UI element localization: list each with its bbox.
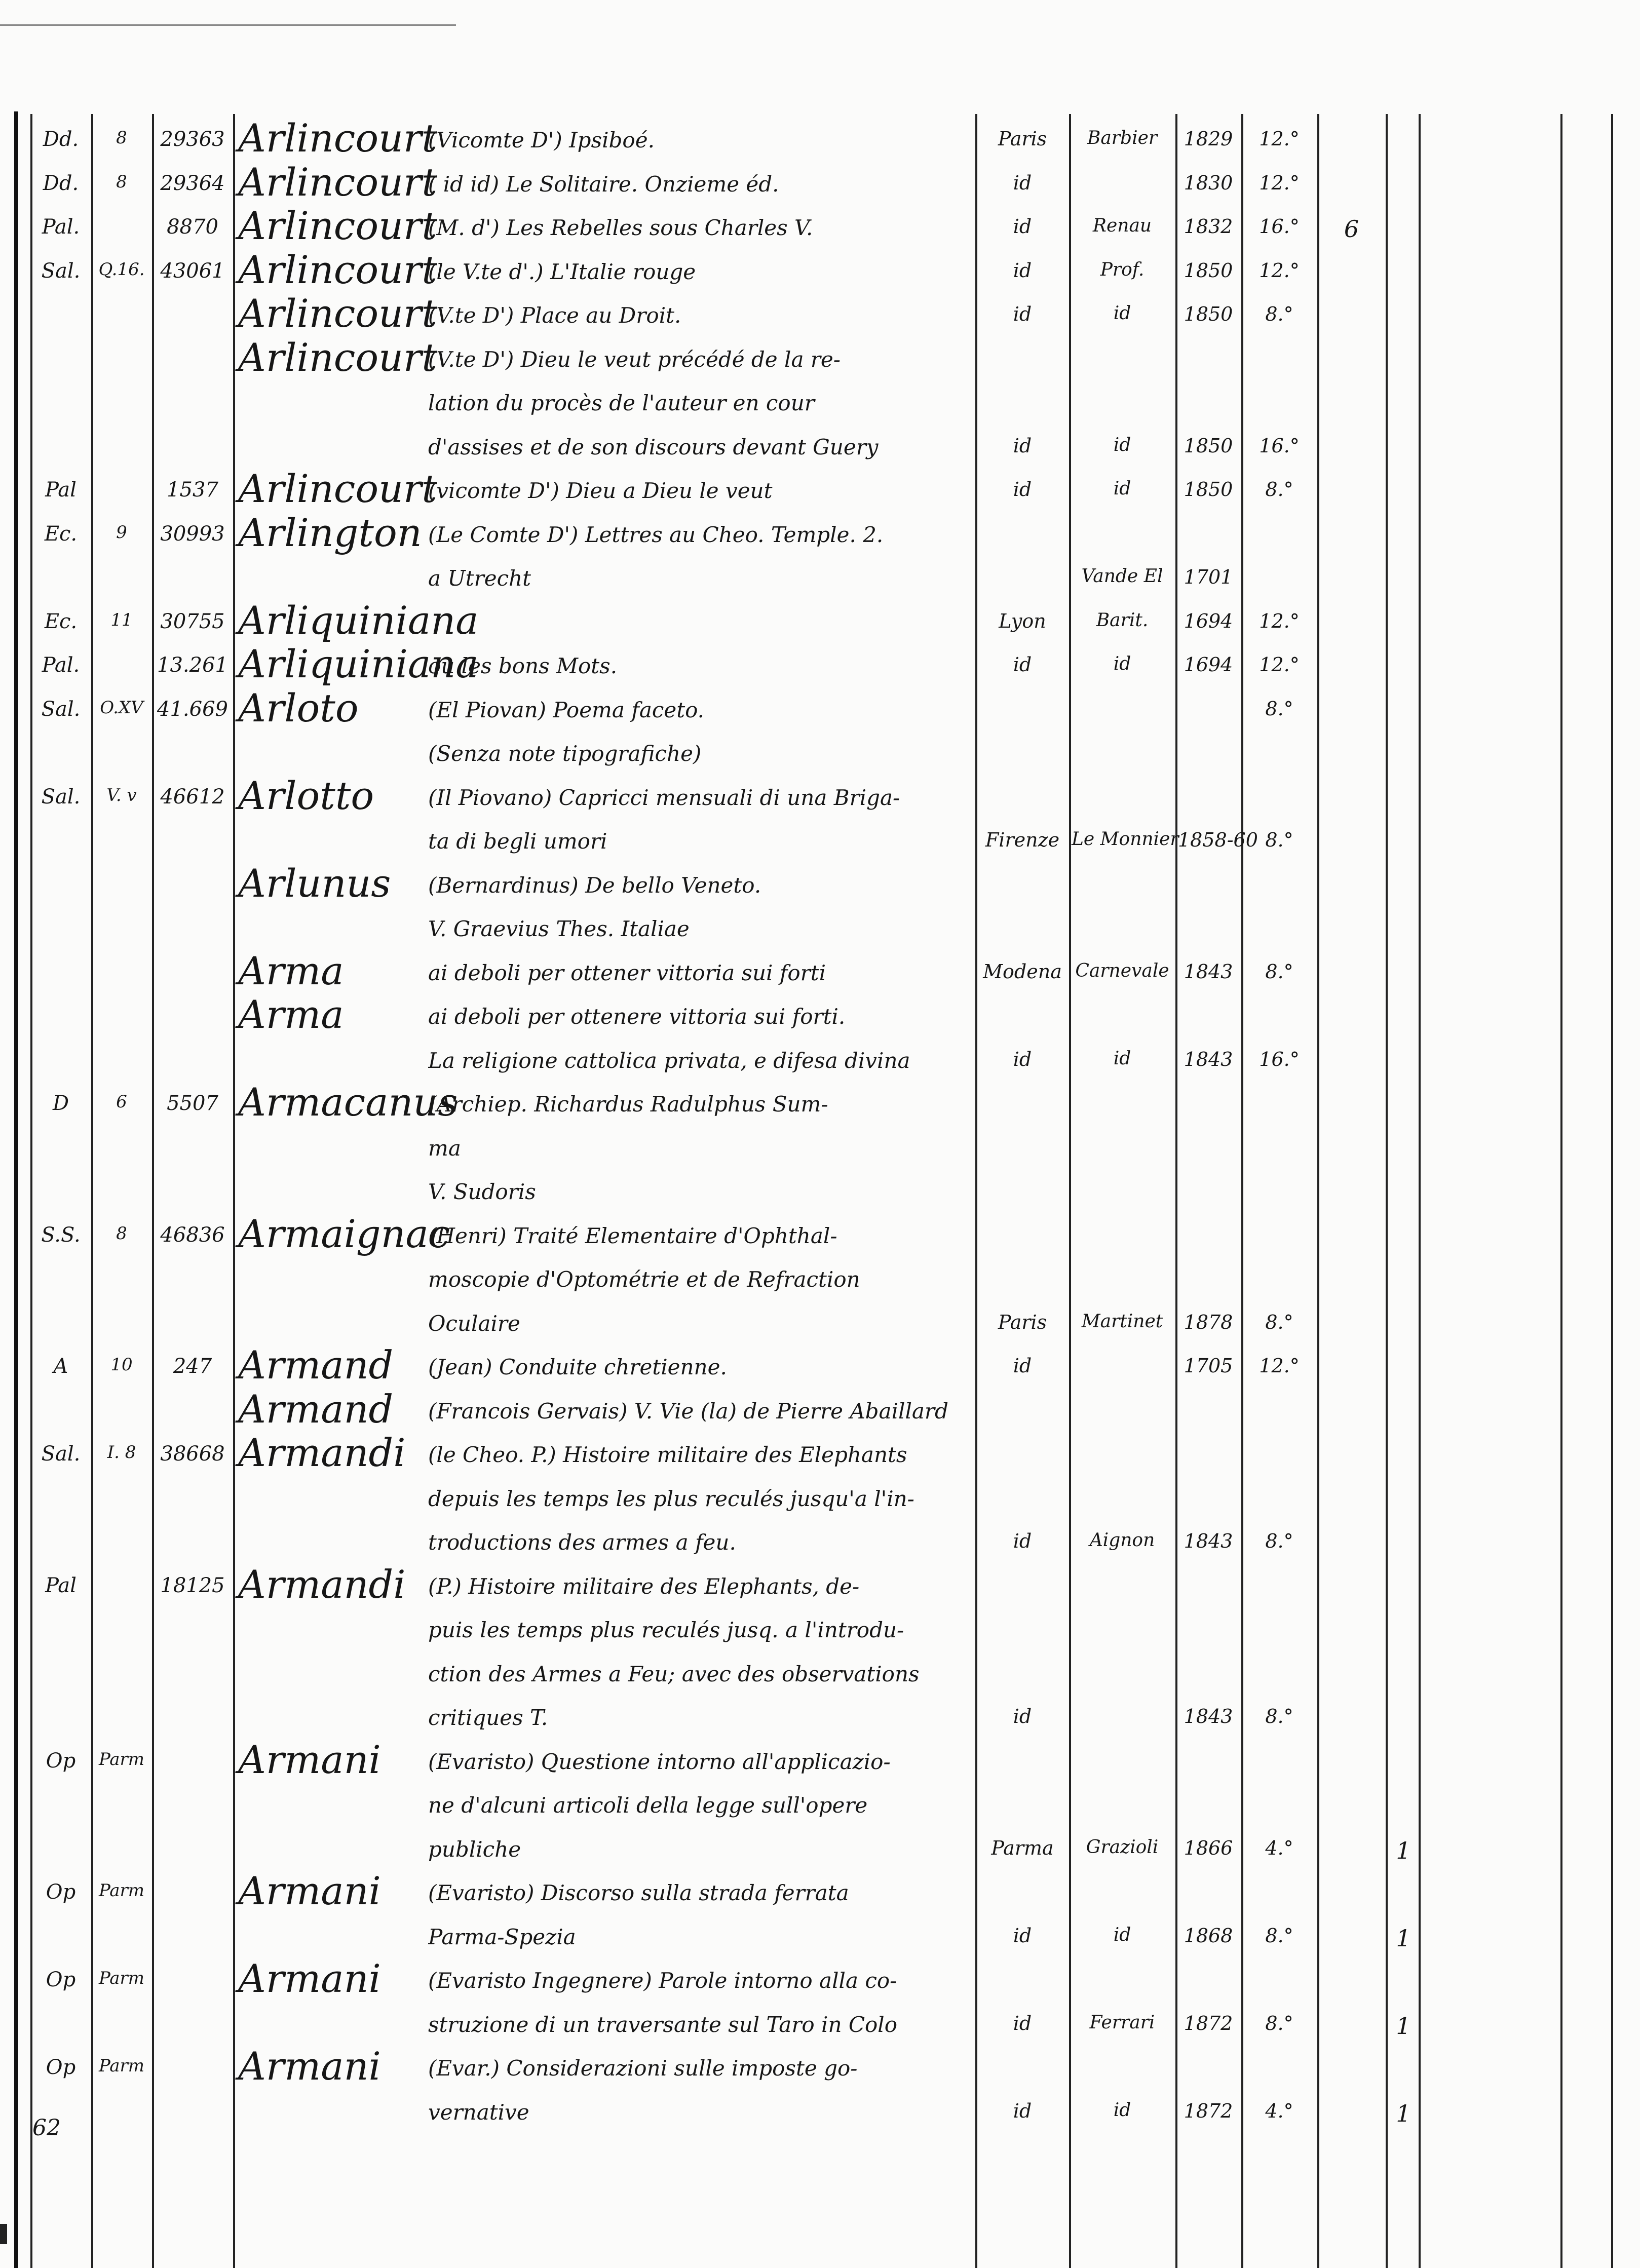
title-description: V. Graevius Thes. Italiae	[428, 916, 690, 941]
place-cell: Modena	[983, 960, 1062, 983]
author-name: Arma	[238, 992, 344, 1037]
signature-cell: Sal.	[41, 697, 81, 721]
year-cell: 1850	[1184, 303, 1233, 325]
catalog-row	[0, 1430, 1640, 1477]
call-number-cell: 18125	[160, 1573, 225, 1597]
shelf-cell: 8	[116, 128, 127, 148]
publisher-cell: Barbier	[1087, 128, 1158, 148]
shelf-cell: 8	[116, 1223, 127, 1244]
year-cell: 1694	[1184, 654, 1233, 676]
call-number-cell: 30755	[160, 609, 225, 633]
place-cell: id	[1013, 2012, 1032, 2034]
title-description: (Evar.) Considerazioni sulle imposte go-	[428, 2056, 858, 2081]
author-name: Armaignac	[238, 1211, 450, 1256]
title-description: (vicomte D') Dieu a Dieu le veut	[428, 478, 773, 503]
year-cell: 1843	[1184, 960, 1233, 983]
title-description: (Bernardinus) De bello Veneto.	[428, 872, 761, 898]
year-cell: 1872	[1184, 2012, 1233, 2034]
catalog-row	[0, 860, 1640, 907]
catalog-row	[0, 385, 1640, 425]
publisher-cell: Barit.	[1096, 609, 1149, 631]
place-cell: id	[1013, 1530, 1032, 1552]
author-name: Armani	[238, 1956, 381, 2001]
crop-mark	[0, 2224, 7, 2244]
shelf-cell: O.XV	[100, 697, 143, 718]
page-number: 62	[32, 2115, 61, 2141]
format-cell: 12.°	[1259, 171, 1300, 194]
format-cell: 12.°	[1259, 128, 1300, 150]
catalog-row	[0, 334, 1640, 381]
catalog-row	[0, 291, 1640, 337]
place-cell: id	[1013, 215, 1032, 238]
title-description: ai deboli per ottener vittoria sui forti	[428, 960, 826, 985]
publisher-cell: id	[1113, 2099, 1131, 2121]
author-name: Armani	[238, 1868, 381, 1913]
catalog-row	[0, 1261, 1640, 1301]
extra-cell: 6	[1344, 215, 1359, 243]
format-cell: 4.°	[1265, 2099, 1293, 2122]
title-description: struzione di un traversante sul Taro in Colo	[428, 2012, 898, 2037]
title-description: critiques T.	[428, 1705, 548, 1730]
call-number-cell: 247	[173, 1355, 212, 1378]
shelf-cell: Parm	[98, 1968, 145, 1988]
catalog-row	[0, 159, 1640, 206]
place-cell: id	[1013, 1705, 1032, 1727]
publisher-cell: id	[1113, 1048, 1131, 1069]
title-description: (Evaristo) Discorso sulla strada ferrata	[428, 1880, 849, 1905]
catalog-row	[0, 510, 1640, 557]
shelf-cell: Parm	[98, 1749, 145, 1770]
year-cell: 1858-60	[1178, 829, 1258, 851]
shelf-cell: Parm	[98, 1880, 145, 1901]
title-description: (M. d') Les Rebelles sous Charles V.	[428, 215, 813, 240]
catalog-row	[0, 116, 1640, 162]
title-description: La religione cattolica privata, e difesa divina	[428, 1048, 910, 1073]
publisher-cell: Vande El	[1081, 566, 1163, 587]
signature-cell: A	[53, 1355, 68, 1378]
title-description: (P.) Histoire militaire des Elephants, de-	[428, 1573, 860, 1599]
format-cell: 8.°	[1265, 2012, 1293, 2034]
title-description: (Senza note tipografiche)	[428, 741, 702, 766]
catalog-row	[0, 1042, 1640, 1083]
place-cell: id	[1013, 171, 1032, 194]
catalog-row	[0, 1831, 1640, 1871]
author-name: Arma	[238, 948, 344, 993]
catalog-row	[0, 203, 1640, 250]
catalog-row	[0, 1561, 1640, 1608]
place-cell: id	[1013, 434, 1032, 457]
publisher-cell: Aignon	[1089, 1530, 1155, 1551]
catalog-row	[0, 2094, 1640, 2134]
catalog-row	[0, 2006, 1640, 2047]
title-description: ma	[428, 1135, 461, 1161]
title-description: (El Piovan) Poema faceto.	[428, 697, 705, 722]
publisher-cell: Renau	[1092, 215, 1152, 236]
call-number-cell: 29363	[160, 128, 225, 151]
format-cell: 8.°	[1265, 829, 1293, 851]
top-rule	[0, 24, 456, 26]
format-cell: 16.°	[1259, 215, 1300, 238]
publisher-cell: Le Monnier	[1072, 829, 1179, 850]
call-number-cell: 1537	[167, 478, 218, 502]
format-cell: 8.°	[1265, 697, 1293, 720]
shelf-cell: Q.16.	[98, 259, 145, 280]
title-description: Oculaire	[428, 1311, 520, 1336]
author-name: Armandi	[238, 1430, 406, 1475]
year-cell: 1843	[1184, 1530, 1233, 1552]
title-description: publiche	[428, 1836, 521, 1862]
title-description: vernative	[428, 2099, 529, 2125]
title-description: Parma-Spezia	[428, 1924, 576, 1949]
title-description: ta di begli umori	[428, 829, 607, 854]
publisher-cell: Carnevale	[1075, 960, 1169, 981]
title-description: ai deboli per ottenere vittoria sui forti.	[428, 1004, 846, 1029]
author-name: Arlincourt	[238, 291, 437, 336]
year-cell: 1832	[1184, 215, 1233, 238]
author-name: Armand	[238, 1386, 394, 1432]
catalog-row	[0, 1524, 1640, 1564]
catalog-row	[0, 597, 1640, 644]
author-name: Arlotto	[238, 773, 374, 818]
call-number-cell: 41.669	[157, 697, 228, 721]
call-number-cell: 5507	[167, 1092, 218, 1115]
year-cell: 1843	[1184, 1048, 1233, 1070]
catalog-row	[0, 1386, 1640, 1433]
title-description: ( id id) Le Solitaire. Onzieme éd.	[428, 171, 779, 197]
catalog-row	[0, 910, 1640, 951]
count-cell: 1	[1396, 2099, 1411, 2127]
signature-cell: S.S.	[41, 1223, 81, 1247]
catalog-row	[0, 2044, 1640, 2090]
title-description: (Evaristo Ingegnere) Parole intorno alla co-	[428, 1968, 897, 1993]
catalog-row	[0, 948, 1640, 995]
signature-cell: Sal.	[41, 785, 81, 809]
author-name: Armani	[238, 2044, 381, 2089]
title-description: (V.te D') Dieu le veut précédé de la re-	[428, 347, 841, 372]
catalog-row	[0, 1787, 1640, 1827]
catalog-row	[0, 685, 1640, 732]
signature-cell: Dd.	[43, 171, 79, 195]
signature-cell: D	[52, 1092, 69, 1115]
publisher-cell: Martinet	[1081, 1311, 1163, 1332]
title-description: ne d'alcuni articoli della legge sull'opere	[428, 1793, 868, 1818]
place-cell: Paris	[998, 1311, 1047, 1333]
publisher-cell: Graziolі	[1086, 1836, 1159, 1858]
format-cell: 8.°	[1265, 960, 1293, 983]
signature-cell: Sal.	[41, 1442, 81, 1466]
author-name: Arloto	[238, 685, 359, 731]
signature-cell: Pal	[45, 1573, 77, 1597]
count-cell: 1	[1396, 1836, 1411, 1864]
catalog-row	[0, 1611, 1640, 1652]
shelf-cell: 6	[116, 1092, 127, 1112]
catalog-row	[0, 1342, 1640, 1389]
catalog-row	[0, 1305, 1640, 1346]
place-cell: id	[1013, 1048, 1032, 1070]
year-cell: 1850	[1184, 434, 1233, 457]
title-description: (Evaristo) Questione intorno all'applicazio-	[428, 1749, 891, 1774]
catalog-row	[0, 1656, 1640, 1696]
format-cell: 12.°	[1259, 259, 1300, 282]
catalog-row	[0, 1080, 1640, 1126]
year-cell: 1866	[1184, 1836, 1233, 1859]
author-name: Arliquiniana	[238, 641, 479, 686]
shelf-cell: Parm	[98, 2056, 145, 2076]
title-description: (le Cheo. P.) Histoire militaire des Elephants	[428, 1442, 907, 1467]
year-cell: 1705	[1184, 1355, 1233, 1377]
title-description: puis les temps plus reculés jusq. a l'introdu-	[428, 1618, 904, 1642]
publisher-cell: id	[1113, 303, 1131, 324]
call-number-cell: 46612	[160, 785, 225, 809]
publisher-cell: Prof.	[1100, 259, 1145, 280]
title-description: lation du procès de l'auteur en cour	[428, 391, 815, 415]
title-description: ction des Armes a Feu; avec des observations	[428, 1661, 920, 1686]
place-cell: id	[1013, 303, 1032, 325]
format-cell: 8.°	[1265, 478, 1293, 501]
catalog-row	[0, 641, 1640, 688]
call-number-cell: 46836	[160, 1223, 225, 1247]
title-description: a Utrecht	[428, 566, 531, 591]
catalog-row	[0, 1480, 1640, 1521]
title-description: (Jean) Conduite chretienne.	[428, 1355, 727, 1379]
title-description: (Le Comte D') Lettres au Cheo. Temple. 2.	[428, 522, 884, 547]
shelf-cell: 8	[116, 171, 127, 192]
title-description: (Archiep. Richardus Radulphus Sum-	[428, 1092, 828, 1117]
author-name: Armani	[238, 1737, 381, 1782]
catalog-row	[0, 247, 1640, 294]
year-cell: 1850	[1184, 478, 1233, 501]
catalog-row	[0, 1737, 1640, 1784]
year-cell: 1843	[1184, 1705, 1233, 1727]
call-number-cell: 43061	[160, 259, 225, 283]
author-name: Arlincourt	[238, 334, 437, 380]
format-cell: 16.°	[1259, 434, 1300, 457]
catalog-row	[0, 773, 1640, 820]
count-cell: 1	[1396, 1924, 1411, 1952]
author-name: Arlunus	[238, 860, 391, 906]
title-description: d'assises et de son discours devant Guery	[428, 434, 879, 459]
author-name: Armandi	[238, 1561, 406, 1607]
signature-cell: Ec.	[44, 522, 78, 546]
signature-cell: Op	[46, 1749, 76, 1773]
year-cell: 1830	[1184, 171, 1233, 194]
format-cell: 8.°	[1265, 1530, 1293, 1552]
format-cell: 8.°	[1265, 1311, 1293, 1333]
signature-cell: Pal	[45, 478, 77, 502]
signature-cell: Op	[46, 1880, 76, 1904]
count-cell: 1	[1396, 2012, 1411, 2040]
place-cell: Paris	[998, 128, 1047, 150]
publisher-cell: id	[1113, 434, 1131, 455]
signature-cell: Op	[46, 2056, 76, 2079]
author-name: Arlington	[238, 510, 422, 555]
title-description: troductions des armes a feu.	[428, 1530, 736, 1555]
title-description: depuis les temps les plus reculés jusqu'a l'in-	[428, 1486, 914, 1511]
title-description: moscopie d'Optométrie et de Refraction	[428, 1267, 860, 1292]
format-cell: 8.°	[1265, 1924, 1293, 1947]
format-cell: 8.°	[1265, 303, 1293, 325]
signature-cell: Pal.	[42, 215, 80, 239]
year-cell: 1878	[1184, 1311, 1233, 1333]
shelf-cell: I. 8	[107, 1442, 136, 1463]
shelf-cell: 11	[110, 609, 133, 630]
title-description: (V.te D') Place au Droit.	[428, 303, 681, 328]
shelf-cell: 10	[110, 1355, 133, 1375]
catalog-row	[0, 466, 1640, 513]
format-cell: 8.°	[1265, 1705, 1293, 1727]
place-cell: id	[1013, 1355, 1032, 1377]
catalog-row	[0, 735, 1640, 776]
signature-cell: Pal.	[42, 654, 80, 677]
title-description: (Francois Gervais) V. Vie (la) de Pierre Abaillard	[428, 1398, 948, 1424]
author-name: Arlincourt	[238, 203, 437, 248]
catalog-row	[0, 429, 1640, 469]
author-name: Arliquiniana	[238, 597, 479, 643]
title-description: ou les bons Mots.	[428, 654, 618, 678]
title-description: (Il Piovano) Capricci mensuali di una Briga-	[428, 785, 900, 810]
signature-cell: Dd.	[43, 128, 79, 151]
format-cell: 16.°	[1259, 1048, 1300, 1070]
catalog-row	[0, 1173, 1640, 1214]
catalog-row	[0, 1211, 1640, 1258]
publisher-cell: id	[1113, 1924, 1131, 1945]
catalog-row	[0, 1699, 1640, 1740]
call-number-cell: 38668	[160, 1442, 225, 1466]
catalog-row	[0, 1130, 1640, 1170]
signature-cell: Op	[46, 1968, 76, 1991]
catalog-row	[0, 560, 1640, 600]
place-cell: id	[1013, 654, 1032, 676]
year-cell: 1868	[1184, 1924, 1233, 1947]
year-cell: 1694	[1184, 609, 1233, 632]
call-number-cell: 8870	[167, 215, 218, 239]
title-description: (Vicomte D') Ipsiboé.	[428, 128, 655, 152]
call-number-cell: 30993	[160, 522, 225, 546]
year-cell: 1872	[1184, 2099, 1233, 2122]
author-name: Arlincourt	[238, 116, 437, 161]
place-cell: id	[1013, 2099, 1032, 2122]
place-cell: Firenze	[985, 829, 1060, 851]
author-name: Arlincourt	[238, 159, 437, 205]
catalog-row	[0, 823, 1640, 863]
catalog-row	[0, 992, 1640, 1039]
author-name: Arlincourt	[238, 247, 437, 292]
place-cell: id	[1013, 259, 1032, 282]
place-cell: Parma	[991, 1836, 1054, 1859]
format-cell: 4.°	[1265, 1836, 1293, 1859]
catalog-row	[0, 1956, 1640, 2003]
place-cell: Lyon	[999, 609, 1046, 632]
publisher-cell: Ferrari	[1089, 2012, 1155, 2033]
shelf-cell: 9	[116, 522, 127, 543]
title-description: (le V.te d'.) L'Italie rouge	[428, 259, 696, 284]
call-number-cell: 13.261	[157, 654, 228, 677]
format-cell: 12.°	[1259, 609, 1300, 632]
year-cell: 1850	[1184, 259, 1233, 282]
author-name: Arlincourt	[238, 466, 437, 511]
title-description: V. Sudoris	[428, 1179, 536, 1204]
catalog-row	[0, 1868, 1640, 1915]
catalog-row	[0, 1918, 1640, 1959]
call-number-cell: 29364	[160, 171, 225, 195]
title-description: (Henri) Traité Elementaire d'Ophthal-	[428, 1223, 837, 1248]
format-cell: 12.°	[1259, 1355, 1300, 1377]
publisher-cell: id	[1113, 478, 1131, 499]
format-cell: 12.°	[1259, 654, 1300, 676]
place-cell: id	[1013, 1924, 1032, 1947]
publisher-cell: id	[1113, 654, 1131, 674]
signature-cell: Sal.	[41, 259, 81, 283]
year-cell: 1829	[1184, 128, 1233, 150]
shelf-cell: V. v	[106, 785, 137, 805]
year-cell: 1701	[1184, 566, 1233, 588]
author-name: Armand	[238, 1342, 394, 1388]
author-name: Armacanus	[238, 1080, 458, 1125]
place-cell: id	[1013, 478, 1032, 501]
signature-cell: Ec.	[44, 609, 78, 633]
